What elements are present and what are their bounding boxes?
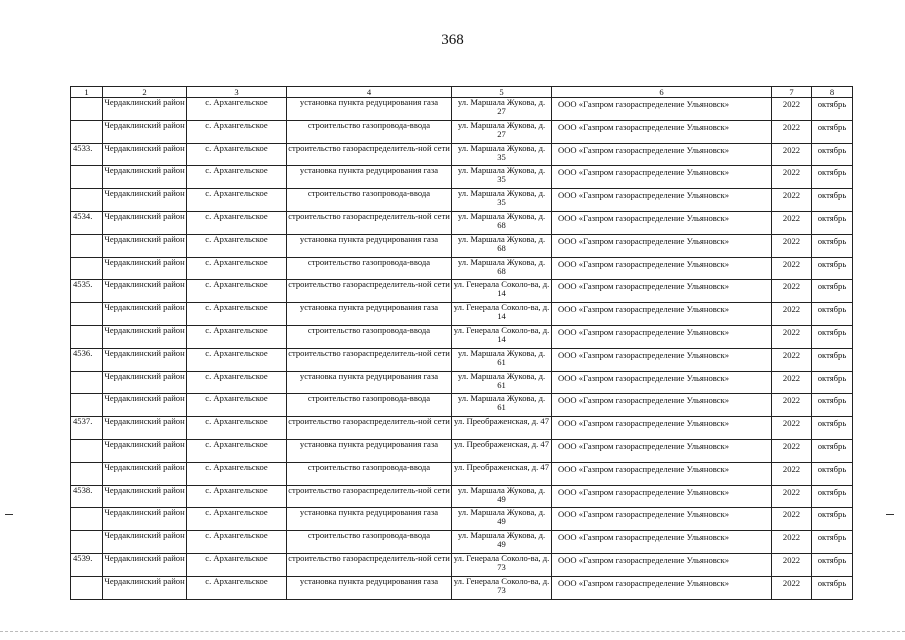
- district-cell: Чердаклинский район: [103, 211, 187, 234]
- village-cell: с. Архангельское: [187, 143, 287, 166]
- row-number-cell: [71, 371, 103, 394]
- table-row: [71, 348, 853, 371]
- gasification-table: [70, 86, 853, 600]
- month-cell: октябрь: [812, 325, 853, 348]
- year-cell: 2022: [772, 371, 812, 394]
- district-cell: Чердаклинский район: [103, 576, 187, 599]
- organization-cell: ООО «Газпром газораспределение Ульяновск»: [552, 211, 772, 234]
- row-number-cell: [71, 257, 103, 280]
- scan-edge-line: [0, 631, 905, 632]
- village-cell: с. Архангельское: [187, 531, 287, 554]
- village-cell: с. Архангельское: [187, 280, 287, 303]
- year-cell: 2022: [772, 417, 812, 440]
- district-cell: Чердаклинский район: [103, 325, 187, 348]
- table-row: [71, 553, 853, 576]
- work-type-cell: установка пункта редуцирования газа: [287, 234, 452, 257]
- row-number-cell: 4539.: [71, 553, 103, 576]
- table-row: [71, 257, 853, 280]
- table-row: [71, 166, 853, 189]
- month-cell: октябрь: [812, 485, 853, 508]
- district-cell: Чердаклинский район: [103, 189, 187, 212]
- month-cell: октябрь: [812, 120, 853, 143]
- table-row: [71, 485, 853, 508]
- organization-cell: ООО «Газпром газораспределение Ульяновск»: [552, 439, 772, 462]
- month-cell: октябрь: [812, 531, 853, 554]
- village-cell: с. Архангельское: [187, 257, 287, 280]
- month-cell: октябрь: [812, 303, 853, 326]
- address-cell: ул. Маршала Жукова, д. 68: [452, 257, 552, 280]
- month-cell: октябрь: [812, 394, 853, 417]
- address-cell: ул. Маршала Жукова, д. 27: [452, 98, 552, 121]
- month-cell: октябрь: [812, 508, 853, 531]
- row-number-cell: 4536.: [71, 348, 103, 371]
- address-cell: ул. Маршала Жукова, д. 61: [452, 394, 552, 417]
- work-type-cell: строительство газораспределитель-ной сети: [287, 143, 452, 166]
- table-row: [71, 234, 853, 257]
- month-cell: октябрь: [812, 439, 853, 462]
- table-row: [71, 325, 853, 348]
- row-number-cell: [71, 325, 103, 348]
- year-cell: 2022: [772, 462, 812, 485]
- organization-cell: ООО «Газпром газораспределение Ульяновск»: [552, 576, 772, 599]
- district-cell: Чердаклинский район: [103, 120, 187, 143]
- organization-cell: ООО «Газпром газораспределение Ульяновск»: [552, 280, 772, 303]
- organization-cell: ООО «Газпром газораспределение Ульяновск»: [552, 166, 772, 189]
- village-cell: с. Архангельское: [187, 576, 287, 599]
- work-type-cell: установка пункта редуцирования газа: [287, 576, 452, 599]
- month-cell: октябрь: [812, 98, 853, 121]
- row-number-cell: [71, 166, 103, 189]
- year-cell: 2022: [772, 531, 812, 554]
- header-row: [71, 87, 853, 98]
- address-cell: ул. Генерала Соколо-ва, д. 14: [452, 280, 552, 303]
- district-cell: Чердаклинский район: [103, 394, 187, 417]
- month-cell: октябрь: [812, 553, 853, 576]
- address-cell: ул. Генерала Соколо-ва, д. 14: [452, 303, 552, 326]
- district-cell: Чердаклинский район: [103, 166, 187, 189]
- district-cell: Чердаклинский район: [103, 462, 187, 485]
- district-cell: Чердаклинский район: [103, 234, 187, 257]
- year-cell: 2022: [772, 143, 812, 166]
- district-cell: Чердаклинский район: [103, 371, 187, 394]
- organization-cell: ООО «Газпром газораспределение Ульяновск»: [552, 553, 772, 576]
- year-cell: 2022: [772, 234, 812, 257]
- work-type-cell: строительство газораспределитель-ной сети: [287, 553, 452, 576]
- village-cell: с. Архангельское: [187, 211, 287, 234]
- address-cell: ул. Преображенская, д. 47: [452, 417, 552, 440]
- address-cell: ул. Преображенская, д. 47: [452, 439, 552, 462]
- row-number-cell: [71, 234, 103, 257]
- organization-cell: ООО «Газпром газораспределение Ульяновск»: [552, 531, 772, 554]
- page-number: 368: [441, 32, 464, 48]
- district-cell: Чердаклинский район: [103, 417, 187, 440]
- table-row: [71, 394, 853, 417]
- work-type-cell: строительство газопровода-ввода: [287, 189, 452, 212]
- work-type-cell: строительство газопровода-ввода: [287, 531, 452, 554]
- village-cell: с. Архангельское: [187, 189, 287, 212]
- village-cell: с. Архангельское: [187, 325, 287, 348]
- month-cell: октябрь: [812, 348, 853, 371]
- address-cell: ул. Маршала Жукова, д. 49: [452, 485, 552, 508]
- organization-cell: ООО «Газпром газораспределение Ульяновск»: [552, 189, 772, 212]
- village-cell: с. Архангельское: [187, 485, 287, 508]
- organization-cell: ООО «Газпром газораспределение Ульяновск»: [552, 508, 772, 531]
- table-row: [71, 143, 853, 166]
- organization-cell: ООО «Газпром газораспределение Ульяновск»: [552, 234, 772, 257]
- year-cell: 2022: [772, 257, 812, 280]
- year-cell: 2022: [772, 348, 812, 371]
- address-cell: ул. Маршала Жукова, д. 27: [452, 120, 552, 143]
- village-cell: с. Архангельское: [187, 439, 287, 462]
- month-cell: октябрь: [812, 234, 853, 257]
- row-number-cell: [71, 508, 103, 531]
- address-cell: ул. Генерала Соколо-ва, д. 73: [452, 576, 552, 599]
- row-number-cell: [71, 462, 103, 485]
- address-cell: ул. Маршала Жукова, д. 35: [452, 143, 552, 166]
- village-cell: с. Архангельское: [187, 371, 287, 394]
- work-type-cell: установка пункта редуцирования газа: [287, 508, 452, 531]
- month-cell: октябрь: [812, 576, 853, 599]
- table-row: [71, 211, 853, 234]
- row-number-cell: 4537.: [71, 417, 103, 440]
- district-cell: Чердаклинский район: [103, 348, 187, 371]
- table-row: [71, 98, 853, 121]
- village-cell: с. Архангельское: [187, 98, 287, 121]
- work-type-cell: строительство газопровода-ввода: [287, 394, 452, 417]
- column-header-5: 5: [452, 87, 552, 98]
- work-type-cell: строительство газораспределитель-ной сети: [287, 280, 452, 303]
- table-row: [71, 120, 853, 143]
- year-cell: 2022: [772, 166, 812, 189]
- month-cell: октябрь: [812, 143, 853, 166]
- organization-cell: ООО «Газпром газораспределение Ульяновск»: [552, 257, 772, 280]
- organization-cell: ООО «Газпром газораспределение Ульяновск»: [552, 143, 772, 166]
- district-cell: Чердаклинский район: [103, 531, 187, 554]
- table-row: [71, 576, 853, 599]
- row-number-cell: 4538.: [71, 485, 103, 508]
- district-cell: Чердаклинский район: [103, 280, 187, 303]
- organization-cell: ООО «Газпром газораспределение Ульяновск»: [552, 325, 772, 348]
- row-number-cell: [71, 98, 103, 121]
- year-cell: 2022: [772, 98, 812, 121]
- column-header-6: 6: [552, 87, 772, 98]
- address-cell: ул. Маршала Жукова, д. 49: [452, 531, 552, 554]
- month-cell: октябрь: [812, 280, 853, 303]
- margin-tick-left: [5, 514, 13, 515]
- month-cell: октябрь: [812, 417, 853, 440]
- district-cell: Чердаклинский район: [103, 257, 187, 280]
- work-type-cell: установка пункта редуцирования газа: [287, 439, 452, 462]
- village-cell: с. Архангельское: [187, 462, 287, 485]
- column-header-4: 4: [287, 87, 452, 98]
- month-cell: октябрь: [812, 211, 853, 234]
- village-cell: с. Архангельское: [187, 348, 287, 371]
- row-number-cell: [71, 303, 103, 326]
- column-header-7: 7: [772, 87, 812, 98]
- village-cell: с. Архангельское: [187, 508, 287, 531]
- year-cell: 2022: [772, 394, 812, 417]
- work-type-cell: строительство газопровода-ввода: [287, 462, 452, 485]
- row-number-cell: [71, 439, 103, 462]
- table-body: [71, 98, 853, 600]
- year-cell: 2022: [772, 325, 812, 348]
- table-row: [71, 280, 853, 303]
- row-number-cell: 4533.: [71, 143, 103, 166]
- address-cell: ул. Маршала Жукова, д. 35: [452, 189, 552, 212]
- row-number-cell: [71, 394, 103, 417]
- address-cell: ул. Маршала Жукова, д. 68: [452, 234, 552, 257]
- table-row: [71, 531, 853, 554]
- district-cell: Чердаклинский район: [103, 508, 187, 531]
- column-header-1: 1: [71, 87, 103, 98]
- organization-cell: ООО «Газпром газораспределение Ульяновск»: [552, 120, 772, 143]
- district-cell: Чердаклинский район: [103, 485, 187, 508]
- village-cell: с. Архангельское: [187, 553, 287, 576]
- district-cell: Чердаклинский район: [103, 553, 187, 576]
- address-cell: ул. Маршала Жукова, д. 35: [452, 166, 552, 189]
- village-cell: с. Архангельское: [187, 417, 287, 440]
- table-row: [71, 189, 853, 212]
- organization-cell: ООО «Газпром газораспределение Ульяновск»: [552, 394, 772, 417]
- margin-tick-right: [886, 514, 894, 515]
- organization-cell: ООО «Газпром газораспределение Ульяновск»: [552, 98, 772, 121]
- row-number-cell: [71, 120, 103, 143]
- district-cell: Чердаклинский район: [103, 439, 187, 462]
- organization-cell: ООО «Газпром газораспределение Ульяновск»: [552, 462, 772, 485]
- village-cell: с. Архангельское: [187, 394, 287, 417]
- work-type-cell: строительство газопровода-ввода: [287, 257, 452, 280]
- table-row: [71, 462, 853, 485]
- month-cell: октябрь: [812, 166, 853, 189]
- organization-cell: ООО «Газпром газораспределение Ульяновск»: [552, 348, 772, 371]
- address-cell: ул. Генерала Соколо-ва, д. 14: [452, 325, 552, 348]
- table-header: [71, 87, 853, 98]
- address-cell: ул. Маршала Жукова, д. 61: [452, 371, 552, 394]
- work-type-cell: установка пункта редуцирования газа: [287, 166, 452, 189]
- work-type-cell: строительство газораспределитель-ной сети: [287, 485, 452, 508]
- month-cell: октябрь: [812, 189, 853, 212]
- year-cell: 2022: [772, 120, 812, 143]
- month-cell: октябрь: [812, 257, 853, 280]
- row-number-cell: 4534.: [71, 211, 103, 234]
- village-cell: с. Архангельское: [187, 120, 287, 143]
- year-cell: 2022: [772, 439, 812, 462]
- month-cell: октябрь: [812, 462, 853, 485]
- work-type-cell: установка пункта редуцирования газа: [287, 371, 452, 394]
- year-cell: 2022: [772, 211, 812, 234]
- organization-cell: ООО «Газпром газораспределение Ульяновск»: [552, 371, 772, 394]
- row-number-cell: 4535.: [71, 280, 103, 303]
- district-cell: Чердаклинский район: [103, 98, 187, 121]
- address-cell: ул. Преображенская, д. 47: [452, 462, 552, 485]
- address-cell: ул. Маршала Жукова, д. 49: [452, 508, 552, 531]
- organization-cell: ООО «Газпром газораспределение Ульяновск»: [552, 417, 772, 440]
- work-type-cell: установка пункта редуцирования газа: [287, 98, 452, 121]
- table-row: [71, 508, 853, 531]
- table-row: [71, 439, 853, 462]
- work-type-cell: строительство газораспределитель-ной сети: [287, 417, 452, 440]
- month-cell: октябрь: [812, 371, 853, 394]
- row-number-cell: [71, 531, 103, 554]
- row-number-cell: [71, 576, 103, 599]
- district-cell: Чердаклинский район: [103, 303, 187, 326]
- address-cell: ул. Генерала Соколо-ва, д. 73: [452, 553, 552, 576]
- year-cell: 2022: [772, 189, 812, 212]
- village-cell: с. Архангельское: [187, 303, 287, 326]
- address-cell: ул. Маршала Жукова, д. 61: [452, 348, 552, 371]
- work-type-cell: строительство газопровода-ввода: [287, 120, 452, 143]
- work-type-cell: строительство газопровода-ввода: [287, 325, 452, 348]
- row-number-cell: [71, 189, 103, 212]
- column-header-8: 8: [812, 87, 853, 98]
- year-cell: 2022: [772, 280, 812, 303]
- organization-cell: ООО «Газпром газораспределение Ульяновск»: [552, 485, 772, 508]
- table-row: [71, 417, 853, 440]
- year-cell: 2022: [772, 576, 812, 599]
- year-cell: 2022: [772, 553, 812, 576]
- village-cell: с. Архангельское: [187, 234, 287, 257]
- table-row: [71, 371, 853, 394]
- address-cell: ул. Маршала Жукова, д. 68: [452, 211, 552, 234]
- district-cell: Чердаклинский район: [103, 143, 187, 166]
- column-header-2: 2: [103, 87, 187, 98]
- work-type-cell: строительство газораспределитель-ной сети: [287, 211, 452, 234]
- village-cell: с. Архангельское: [187, 166, 287, 189]
- table-row: [71, 303, 853, 326]
- year-cell: 2022: [772, 508, 812, 531]
- year-cell: 2022: [772, 303, 812, 326]
- column-header-3: 3: [187, 87, 287, 98]
- year-cell: 2022: [772, 485, 812, 508]
- organization-cell: ООО «Газпром газораспределение Ульяновск»: [552, 303, 772, 326]
- work-type-cell: установка пункта редуцирования газа: [287, 303, 452, 326]
- work-type-cell: строительство газораспределитель-ной сети: [287, 348, 452, 371]
